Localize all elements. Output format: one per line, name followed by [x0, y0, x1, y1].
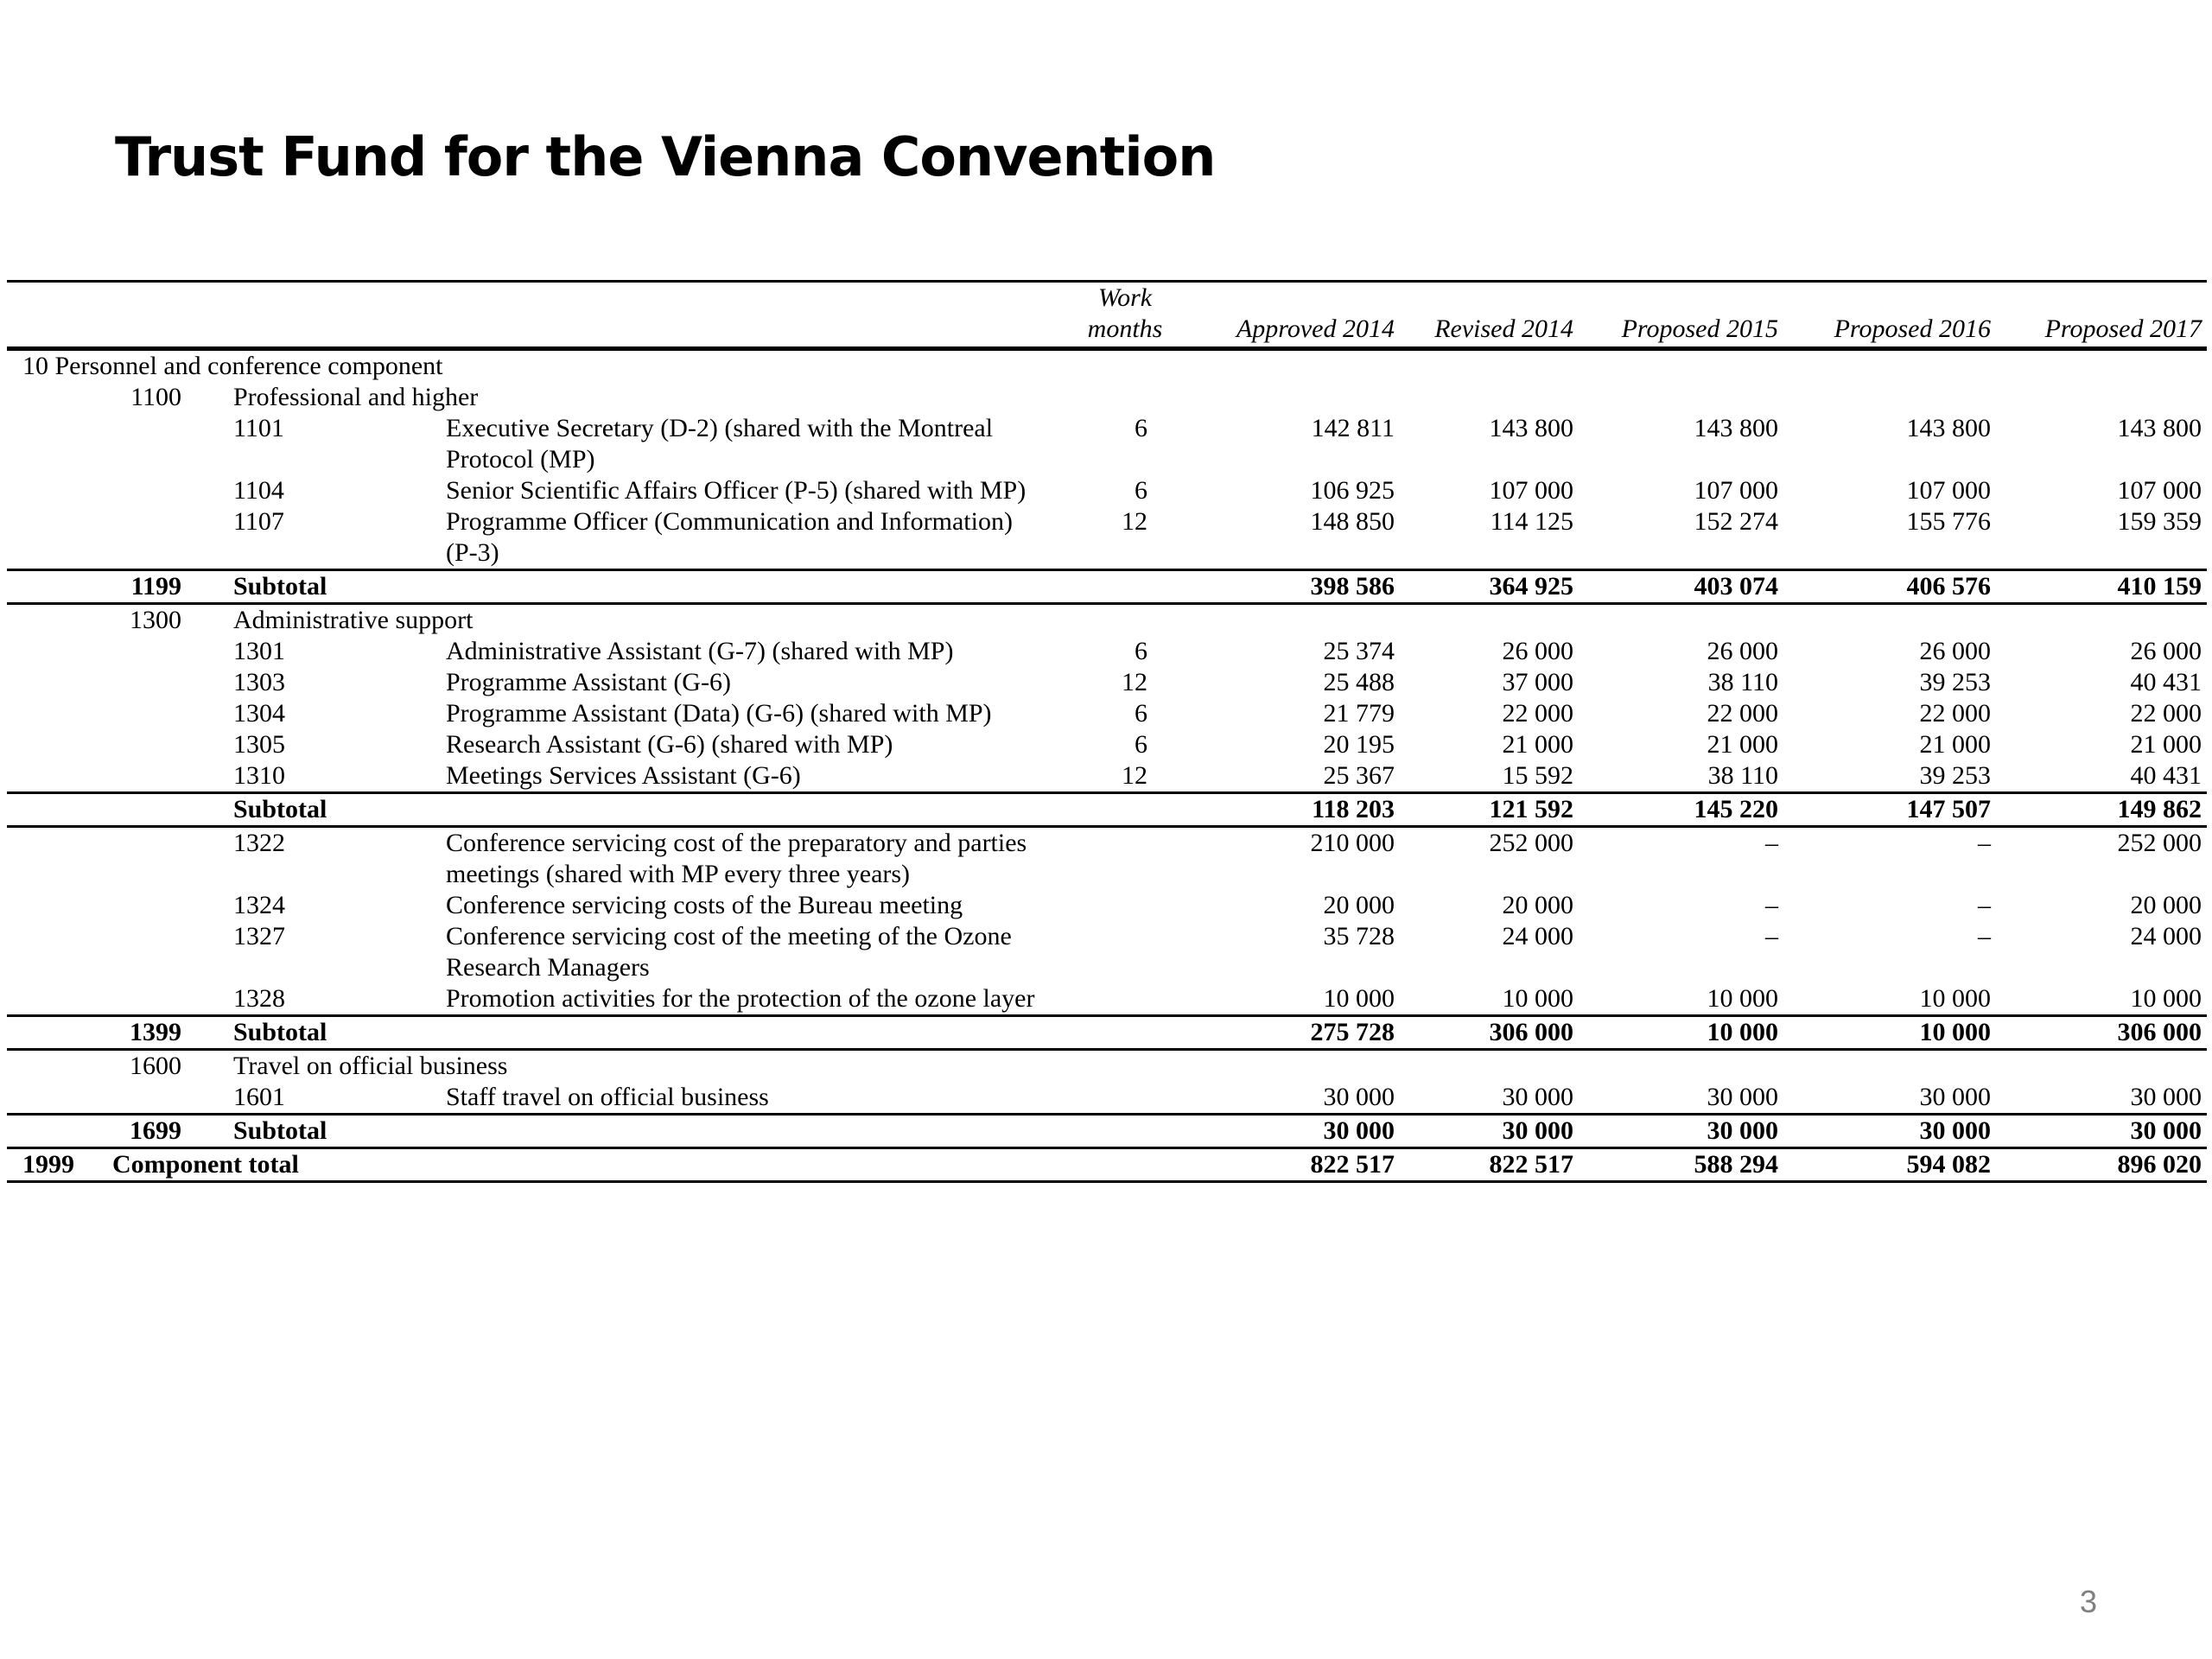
empty-cell — [7, 604, 112, 637]
value-cell: 143 800 — [1489, 414, 1573, 442]
empty-cell — [7, 506, 233, 570]
work-months-cell: 6 — [1135, 414, 1147, 442]
subtotal-row — [7, 1115, 2207, 1148]
item-description: Programme Assistant (G-6) — [446, 668, 731, 696]
value-cell: 22 000 — [1707, 699, 1778, 728]
table-row — [7, 475, 2207, 506]
value-cell: 118 203 — [1173, 793, 1400, 827]
table-body — [7, 349, 2207, 1182]
total-code: 1999 — [7, 1148, 112, 1182]
value-cell: 10 000 — [1707, 984, 1778, 1013]
value-cell: 20 000 — [1323, 891, 1395, 919]
value-cell: 107 000 — [1906, 476, 1991, 505]
work-months-cell: 6 — [1135, 476, 1147, 505]
empty-cell — [7, 890, 233, 921]
value-cell: 15 592 — [1502, 761, 1573, 790]
value-cell: 26 000 — [1919, 637, 1991, 665]
header-revised-2014: Revised 2014 — [1400, 282, 1579, 349]
value-cell: 306 000 — [1996, 1016, 2207, 1050]
work-months-cell: 12 — [1122, 668, 1147, 696]
empty-cell — [7, 729, 233, 760]
table-row — [7, 506, 2207, 570]
value-cell: 143 800 — [2117, 414, 2202, 442]
value-cell: 30 000 — [1323, 1083, 1395, 1111]
group-label: Administrative support — [233, 606, 474, 634]
item-description: Executive Secretary (D-2) (shared with the Montreal Protocol (MP) — [446, 414, 994, 474]
value-cell: 20 195 — [1323, 730, 1395, 759]
value-cell: 410 159 — [1996, 570, 2207, 604]
item-code: 1310 — [233, 761, 285, 790]
table-row — [7, 729, 2207, 760]
component-heading: 10 Personnel and conference component — [22, 352, 443, 380]
value-cell: 35 728 — [1323, 922, 1395, 950]
value-cell: 22 000 — [2130, 699, 2202, 728]
item-description: Conference servicing cost of the meeting of the Ozone Research Managers — [446, 922, 1012, 982]
value-cell: 152 274 — [1694, 507, 1778, 536]
value-cell: 406 576 — [1783, 570, 1996, 604]
value-cell: 39 253 — [1919, 668, 1991, 696]
value-cell: 143 800 — [1694, 414, 1778, 442]
value-cell: 10 000 — [1783, 1016, 1996, 1050]
value-cell: 38 110 — [1707, 668, 1778, 696]
value-cell: – — [1765, 829, 1778, 857]
value-cell: – — [1978, 829, 1991, 857]
item-description: Promotion activities for the protection of the ozone layer — [446, 984, 1035, 1013]
value-cell: 30 000 — [1707, 1083, 1778, 1111]
table-header-row — [7, 282, 2207, 349]
value-cell: 252 000 — [2117, 829, 2202, 857]
value-cell: 107 000 — [1489, 476, 1573, 505]
item-description: Conference servicing cost of the preparatory and parties meetings (shared with MP every three years) — [446, 829, 1027, 888]
value-cell: 10 000 — [1919, 984, 1991, 1013]
item-code: 1301 — [233, 637, 285, 665]
value-cell: 20 000 — [1502, 891, 1573, 919]
value-cell: 159 359 — [2117, 507, 2202, 536]
empty-cell — [7, 921, 233, 983]
value-cell: 40 431 — [2130, 668, 2202, 696]
item-description: Programme Officer (Communication and Information) (P-3) — [446, 507, 1013, 567]
value-cell: 37 000 — [1502, 668, 1573, 696]
empty-cell — [7, 475, 233, 506]
group-heading-row — [7, 1050, 2207, 1083]
item-code: 1303 — [233, 668, 285, 696]
empty-cell — [7, 827, 233, 891]
group-heading-row — [7, 382, 2207, 413]
value-cell: 148 850 — [1310, 507, 1395, 536]
value-cell: 142 811 — [1311, 414, 1395, 442]
value-cell: 30 000 — [1400, 1115, 1579, 1148]
value-cell: – — [1765, 891, 1778, 919]
value-cell: 30 000 — [1783, 1115, 1996, 1148]
value-cell: 25 374 — [1323, 637, 1395, 665]
value-cell: 26 000 — [1707, 637, 1778, 665]
work-months-cell: 12 — [1122, 761, 1147, 790]
table-row — [7, 698, 2207, 729]
value-cell: 106 925 — [1310, 476, 1395, 505]
value-cell: 40 431 — [2130, 761, 2202, 790]
group-label: Travel on official business — [233, 1052, 508, 1080]
work-months-cell — [1082, 827, 1173, 891]
group-code: 1100 — [130, 383, 181, 411]
work-months-cell — [1082, 983, 1173, 1016]
item-code: 1327 — [233, 922, 285, 950]
group-label: Professional and higher — [233, 383, 479, 411]
subtotal-label: Subtotal — [233, 793, 1173, 827]
value-cell: 398 586 — [1173, 570, 1400, 604]
total-label: Component total — [112, 1148, 1173, 1182]
value-cell: 143 800 — [1906, 414, 1991, 442]
group-code: 1600 — [130, 1052, 181, 1080]
work-months-cell: 12 — [1122, 507, 1147, 536]
subtotal-row — [7, 793, 2207, 827]
item-code: 1328 — [233, 984, 285, 1013]
subtotal-row — [7, 570, 2207, 604]
value-cell: 24 000 — [2130, 922, 2202, 950]
item-description: Meetings Services Assistant (G-6) — [446, 761, 801, 790]
header-work-months: Work months — [1082, 282, 1173, 349]
item-description: Senior Scientific Affairs Officer (P-5) (shared with MP) — [446, 476, 1027, 505]
subtotal-code: 1699 — [112, 1115, 233, 1148]
value-cell: 22 000 — [1919, 699, 1991, 728]
value-cell: 107 000 — [2117, 476, 2202, 505]
value-cell: 20 000 — [2130, 891, 2202, 919]
empty-cell — [7, 1082, 233, 1115]
value-cell: 10 000 — [2130, 984, 2202, 1013]
work-months-cell — [1082, 1082, 1173, 1115]
value-cell: 149 862 — [1996, 793, 2207, 827]
item-description: Programme Assistant (Data) (G-6) (shared with MP) — [446, 699, 992, 728]
empty-cell — [7, 413, 233, 475]
subtotal-code: 1199 — [112, 570, 233, 604]
value-cell: 210 000 — [1310, 829, 1395, 857]
item-code: 1101 — [233, 414, 284, 442]
value-cell: 588 294 — [1579, 1148, 1783, 1182]
value-cell: 21 779 — [1323, 699, 1395, 728]
header-proposed-2017: Proposed 2017 — [1996, 282, 2207, 349]
subtotal-label: Subtotal — [233, 570, 1173, 604]
table-row — [7, 413, 2207, 475]
value-cell: – — [1978, 922, 1991, 950]
table-row — [7, 667, 2207, 698]
value-cell: – — [1765, 922, 1778, 950]
value-cell: 275 728 — [1173, 1016, 1400, 1050]
empty-cell — [7, 667, 233, 698]
value-cell: 822 517 — [1400, 1148, 1579, 1182]
value-cell: 10 000 — [1579, 1016, 1783, 1050]
table-row — [7, 983, 2207, 1016]
empty-cell — [7, 570, 112, 604]
value-cell: 30 000 — [1996, 1115, 2207, 1148]
value-cell: 155 776 — [1906, 507, 1991, 536]
value-cell: 147 507 — [1783, 793, 1996, 827]
value-cell: 26 000 — [1502, 637, 1573, 665]
item-code: 1107 — [233, 507, 284, 536]
value-cell: 10 000 — [1502, 984, 1573, 1013]
value-cell: 21 000 — [1502, 730, 1573, 759]
work-months-cell: 6 — [1135, 637, 1147, 665]
item-code: 1104 — [233, 476, 284, 505]
header-approved-2014: Approved 2014 — [1173, 282, 1400, 349]
component-heading-row — [7, 349, 2207, 383]
table-row — [7, 827, 2207, 891]
value-cell: 107 000 — [1694, 476, 1778, 505]
group-heading-row — [7, 604, 2207, 637]
slide-title: Trust Fund for the Vienna Convention — [115, 125, 1216, 188]
empty-cell — [7, 760, 233, 793]
item-code: 1601 — [233, 1083, 285, 1111]
value-cell: 26 000 — [2130, 637, 2202, 665]
work-months-cell — [1082, 890, 1173, 921]
empty-cell — [7, 793, 112, 827]
table-row — [7, 1082, 2207, 1115]
subtotal-label: Subtotal — [233, 1016, 1173, 1050]
subtotal-row — [7, 1016, 2207, 1050]
value-cell: 39 253 — [1919, 761, 1991, 790]
value-cell: 306 000 — [1400, 1016, 1579, 1050]
value-cell: 30 000 — [1173, 1115, 1400, 1148]
value-cell: 24 000 — [1502, 922, 1573, 950]
item-code: 1324 — [233, 891, 285, 919]
empty-cell — [7, 1050, 112, 1083]
subtotal-code — [112, 793, 233, 827]
value-cell: 114 125 — [1490, 507, 1573, 536]
item-description: Administrative Assistant (G-7) (shared with MP) — [446, 637, 954, 665]
subtotal-code: 1399 — [112, 1016, 233, 1050]
item-code: 1305 — [233, 730, 285, 759]
work-months-cell — [1082, 921, 1173, 983]
value-cell: 21 000 — [2130, 730, 2202, 759]
value-cell: 21 000 — [1707, 730, 1778, 759]
component-total-row — [7, 1148, 2207, 1182]
value-cell: 30 000 — [1579, 1115, 1783, 1148]
item-code: 1304 — [233, 699, 285, 728]
value-cell: 25 488 — [1323, 668, 1395, 696]
work-months-cell: 6 — [1135, 699, 1147, 728]
value-cell: 594 082 — [1783, 1148, 1996, 1182]
budget-table — [7, 280, 2207, 1183]
group-code: 1300 — [130, 606, 181, 634]
item-code: 1322 — [233, 829, 285, 857]
value-cell: 364 925 — [1400, 570, 1579, 604]
item-description: Research Assistant (G-6) (shared with MP) — [446, 730, 893, 759]
empty-cell — [7, 1016, 112, 1050]
value-cell: 25 367 — [1323, 761, 1395, 790]
value-cell: 38 110 — [1707, 761, 1778, 790]
empty-cell — [7, 1115, 112, 1148]
item-description: Staff travel on official business — [446, 1083, 769, 1111]
value-cell: 10 000 — [1323, 984, 1395, 1013]
item-description: Conference servicing costs of the Bureau meeting — [446, 891, 963, 919]
subtotal-label: Subtotal — [233, 1115, 1173, 1148]
value-cell: 822 517 — [1173, 1148, 1400, 1182]
table-row — [7, 636, 2207, 667]
header-proposed-2016: Proposed 2016 — [1783, 282, 1996, 349]
value-cell: 121 592 — [1400, 793, 1579, 827]
value-cell: – — [1978, 891, 1991, 919]
header-proposed-2015: Proposed 2015 — [1579, 282, 1783, 349]
value-cell: 21 000 — [1919, 730, 1991, 759]
value-cell: 896 020 — [1996, 1148, 2207, 1182]
table-row — [7, 890, 2207, 921]
table-row — [7, 760, 2207, 793]
value-cell: 30 000 — [1919, 1083, 1991, 1111]
value-cell: 30 000 — [2130, 1083, 2202, 1111]
value-cell: 252 000 — [1489, 829, 1573, 857]
work-months-cell: 6 — [1135, 730, 1147, 759]
value-cell: 145 220 — [1579, 793, 1783, 827]
empty-cell — [7, 983, 233, 1016]
empty-cell — [7, 382, 112, 413]
value-cell: 403 074 — [1579, 570, 1783, 604]
table-row — [7, 921, 2207, 983]
value-cell: 30 000 — [1502, 1083, 1573, 1111]
empty-cell — [7, 698, 233, 729]
empty-cell — [7, 636, 233, 667]
value-cell: 22 000 — [1502, 699, 1573, 728]
page-number: 3 — [2079, 1584, 2097, 1619]
